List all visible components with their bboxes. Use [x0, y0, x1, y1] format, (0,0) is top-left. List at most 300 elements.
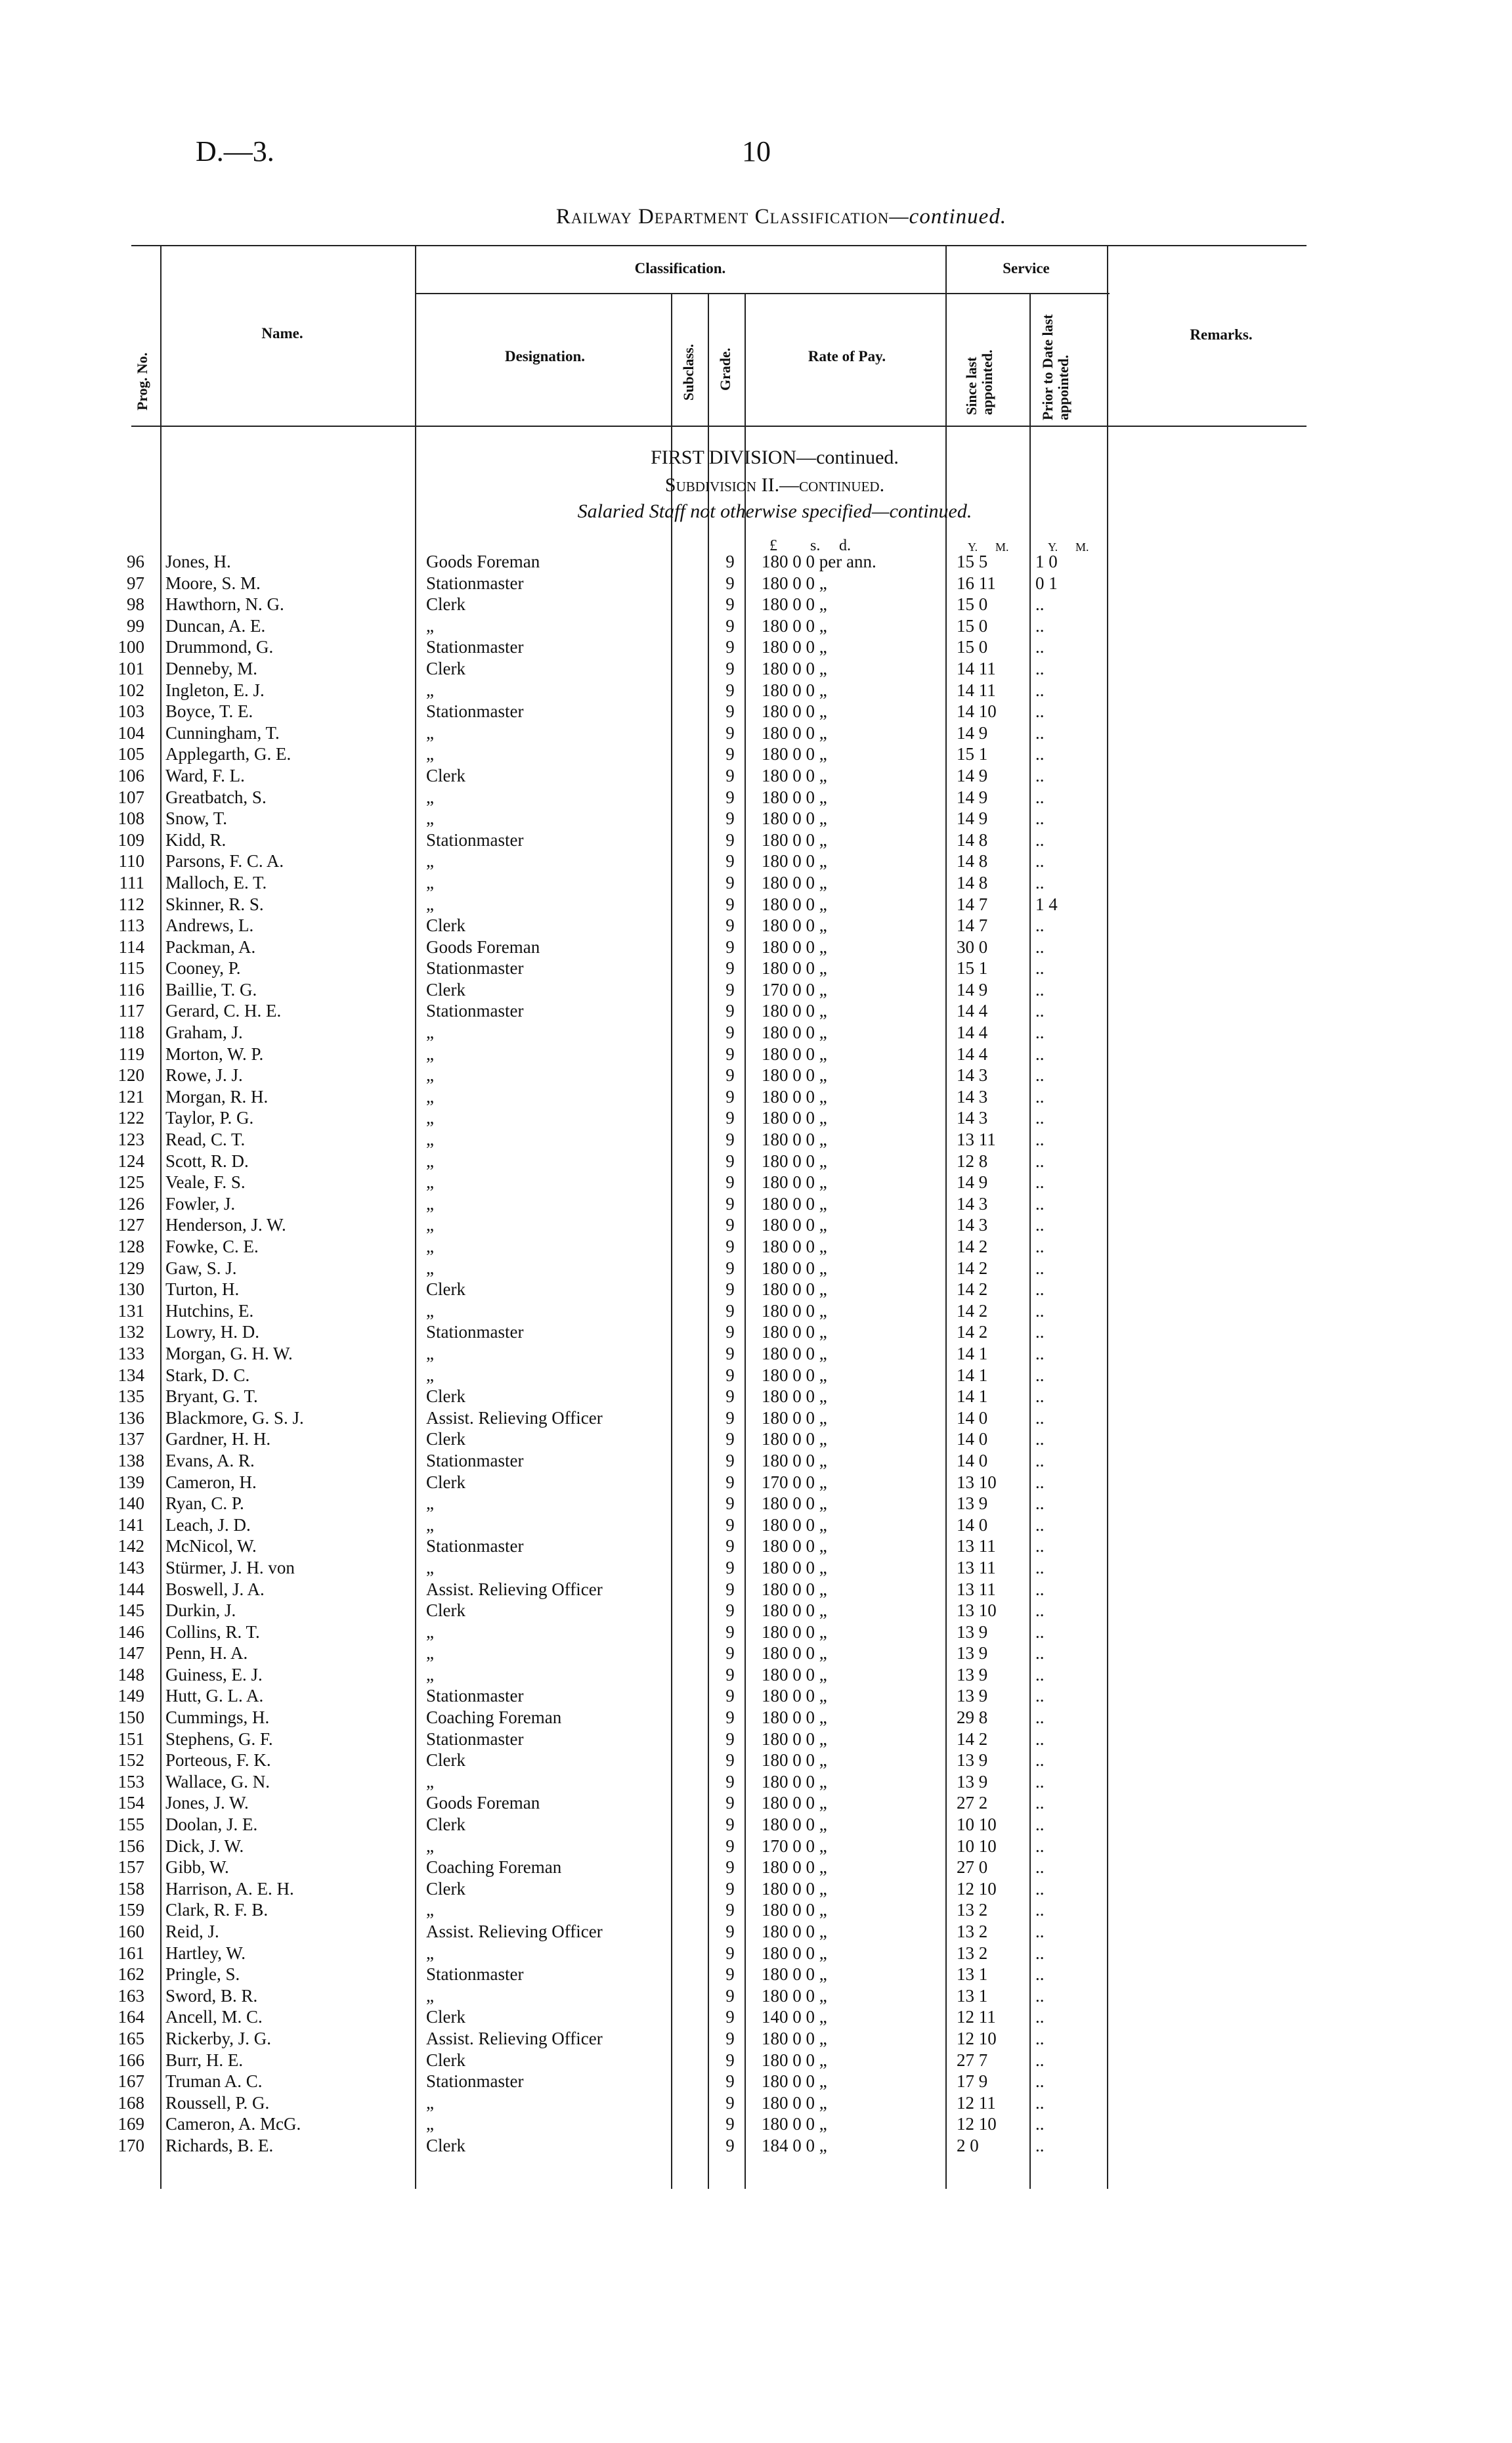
subclass-cell	[674, 1343, 712, 1365]
grade-cell: 9	[725, 1365, 735, 1385]
service-since-cell: 14 9	[957, 1172, 988, 1193]
service-prior-cell: ..	[1035, 1878, 1045, 1899]
designation-cell: „	[426, 1237, 434, 1256]
name-cell: Boyce, T. E.	[165, 701, 253, 722]
col-sep-8	[1107, 245, 1108, 2189]
table-row	[0, 1472, 1104, 1493]
designation-cell: Clerk	[426, 1815, 465, 1835]
table-row	[0, 829, 1104, 851]
name-cell: Leach, J. D.	[165, 1514, 251, 1535]
designation-cell: Clerk	[426, 1878, 465, 1899]
name-cell: Gardner, H. H.	[165, 1429, 271, 1449]
table-row	[0, 1943, 1104, 1964]
name-cell: Morgan, G. H. W.	[165, 1343, 293, 1363]
name-cell: Dick, J. W.	[165, 1836, 244, 1856]
table-row	[0, 1878, 1104, 1900]
since-header: Since last appointed.	[963, 349, 995, 415]
grade-cell: 9	[725, 552, 735, 571]
grade-cell: 9	[725, 1686, 735, 1706]
service-prior-cell: ..	[1035, 1172, 1045, 1193]
designation-cell: „	[426, 1343, 434, 1363]
grade-cell: 9	[725, 1964, 735, 1985]
service-since-cell: 14 9	[957, 808, 988, 829]
service-since-cell: 14 10	[957, 701, 997, 722]
title-suffix: —continued.	[889, 205, 1007, 229]
table-row	[0, 1022, 1104, 1044]
name-cell: Fowler, J.	[165, 1193, 236, 1214]
rate-of-pay-cell: 180 0 0 „	[762, 1964, 827, 1985]
service-prior-cell: ..	[1035, 680, 1045, 700]
prog-no-cell: 165	[118, 2028, 144, 2048]
rate-of-pay-cell: 180 0 0 „	[762, 1086, 827, 1107]
table-row	[0, 1642, 1104, 1664]
grade-cell: 9	[725, 1044, 735, 1064]
designation-cell: Goods Foreman	[426, 552, 540, 571]
service-since-cell: 14 3	[957, 1193, 988, 1214]
subclass-cell	[674, 1878, 712, 1900]
grade-cell: 9	[725, 1536, 735, 1556]
table-row	[0, 1836, 1104, 1857]
subclass-cell	[674, 701, 712, 722]
rate-of-pay-cell: 180 0 0 „	[762, 1215, 827, 1235]
service-since-cell: 14 0	[957, 1407, 988, 1428]
rate-of-pay-cell: 180 0 0 „	[762, 1922, 827, 1941]
subclass-cell	[674, 1022, 712, 1044]
service-since-cell: 14 8	[957, 829, 988, 850]
subclass-cell	[674, 1258, 712, 1279]
prog-no-cell: 97	[127, 573, 144, 593]
subclass-cell	[674, 1193, 712, 1215]
table-row	[0, 2092, 1104, 2114]
grade-cell: 9	[725, 1279, 735, 1300]
service-prior-cell: ..	[1035, 1151, 1045, 1171]
prog-no-cell: 116	[118, 979, 144, 1000]
designation-cell: „	[426, 1151, 434, 1171]
table-row	[0, 1921, 1104, 1943]
table-row	[0, 1236, 1104, 1258]
service-prior-cell: ..	[1035, 594, 1045, 615]
prog-no-cell: 125	[118, 1172, 144, 1193]
table-row	[0, 594, 1104, 615]
service-prior-cell: ..	[1035, 1386, 1045, 1407]
service-since-cell: 13 11	[957, 1130, 996, 1150]
rate-of-pay-cell: 180 0 0 „	[762, 936, 827, 957]
rate-of-pay-cell: 180 0 0 „	[762, 1857, 827, 1878]
rate-of-pay-cell: 140 0 0 „	[762, 2007, 827, 2027]
grade-cell: 9	[725, 1579, 735, 1599]
prog-no-cell: 120	[118, 1065, 144, 1086]
rate-of-pay-cell: 180 0 0 „	[762, 915, 827, 936]
rate-of-pay-cell: 180 0 0 „	[762, 1985, 827, 2006]
prog-no-cell: 141	[118, 1514, 144, 1535]
table-row	[0, 1514, 1104, 1536]
grade-cell: 9	[725, 958, 735, 979]
table-row	[0, 1450, 1104, 1472]
designation-cell: Stationmaster	[426, 1536, 524, 1556]
prog-no-cell: 128	[118, 1237, 144, 1256]
service-since-cell: 14 4	[957, 1001, 988, 1021]
division-heading: FIRST DIVISION—continued.	[651, 447, 899, 468]
service-prior-cell: ..	[1035, 1514, 1045, 1535]
designation-header: Designation.	[504, 348, 586, 364]
designation-cell: „	[426, 680, 434, 700]
grade-cell: 9	[725, 1472, 735, 1492]
subclass-cell	[674, 551, 712, 573]
designation-cell: „	[426, 1771, 434, 1792]
grade-cell: 9	[725, 1493, 735, 1514]
designation-cell: Goods Foreman	[426, 1793, 540, 1813]
grade-cell: 9	[725, 1407, 735, 1428]
service-prior-cell: ..	[1035, 1557, 1045, 1577]
grade-cell: 9	[725, 1322, 735, 1342]
rate-of-pay-cell: 180 0 0 „	[762, 1579, 827, 1599]
service-prior-cell: ..	[1035, 2114, 1045, 2134]
table-row	[0, 2006, 1104, 2028]
service-prior-cell: ..	[1035, 936, 1045, 957]
grade-cell: 9	[725, 829, 735, 850]
subclass-cell	[674, 850, 712, 872]
prog-no-cell: 142	[118, 1536, 144, 1556]
service-prior-cell: ..	[1035, 1836, 1045, 1856]
prog-no-cell: 163	[118, 1985, 144, 2006]
unit-years-prior: Y.	[1048, 540, 1058, 554]
prog-no-cell: 161	[118, 1943, 144, 1963]
subclass-cell	[674, 1472, 712, 1493]
designation-cell: „	[426, 1493, 434, 1514]
grade-cell: 9	[725, 658, 735, 678]
prog-no-cell: 110	[118, 851, 144, 871]
grade-cell: 9	[725, 1750, 735, 1771]
service-since-cell: 13 11	[957, 1557, 996, 1577]
rate-of-pay-cell: 180 0 0 „	[762, 1172, 827, 1193]
service-since-cell: 15 0	[957, 594, 988, 615]
prog-no-cell: 137	[118, 1429, 144, 1449]
subclass-cell	[674, 1000, 712, 1022]
table-row	[0, 1428, 1104, 1450]
designation-cell: Stationmaster	[426, 1450, 524, 1470]
staff-table	[0, 551, 1104, 2157]
subclass-cell	[674, 2092, 712, 2114]
service-prior-cell: ..	[1035, 1857, 1045, 1878]
service-prior-cell: ..	[1035, 1922, 1045, 1941]
rate-of-pay-cell: 180 0 0 „	[762, 1664, 827, 1684]
prog-no-cell: 148	[118, 1664, 144, 1684]
prog-no-cell: 139	[118, 1472, 144, 1492]
service-since-cell: 13 1	[957, 1985, 988, 2006]
grade-cell: 9	[725, 680, 735, 700]
rate-of-pay-cell: 180 0 0 „	[762, 1193, 827, 1214]
service-since-cell: 14 9	[957, 979, 988, 1000]
grade-cell: 9	[725, 1836, 735, 1856]
service-since-cell: 13 10	[957, 1600, 997, 1621]
grade-cell: 9	[725, 1985, 735, 2006]
rate-of-pay-cell: 180 0 0 „	[762, 1065, 827, 1086]
prog-no-cell: 149	[118, 1686, 144, 1706]
designation-cell: „	[426, 1258, 434, 1278]
service-since-cell: 13 10	[957, 1472, 997, 1492]
name-cell: Turton, H.	[165, 1279, 240, 1300]
grade-cell: 9	[725, 894, 735, 914]
prog-no-cell: 146	[118, 1621, 144, 1642]
service-prior-cell: ..	[1035, 765, 1045, 785]
name-cell: Collins, R. T.	[165, 1621, 260, 1642]
rate-of-pay-cell: 180 0 0 „	[762, 1151, 827, 1171]
grade-cell: 9	[725, 1514, 735, 1535]
subclass-cell	[674, 594, 712, 615]
service-since-cell: 27 0	[957, 1857, 988, 1878]
name-cell: Snow, T.	[165, 808, 228, 829]
rate-of-pay-cell: 180 0 0 „	[762, 1130, 827, 1150]
rate-of-pay-cell: 180 0 0 „	[762, 594, 827, 615]
service-prior-cell: ..	[1035, 637, 1045, 657]
designation-cell: Stationmaster	[426, 1322, 524, 1342]
table-row	[0, 1151, 1104, 1172]
service-prior-cell: ..	[1035, 1707, 1045, 1728]
service-since-cell: 15 0	[957, 615, 988, 636]
grade-cell: 9	[725, 637, 735, 657]
subclass-cell	[674, 1044, 712, 1065]
designation-cell: „	[426, 615, 434, 636]
table-row	[0, 1343, 1104, 1365]
subclass-cell	[674, 1407, 712, 1429]
table-row	[0, 957, 1104, 979]
subclass-cell	[674, 915, 712, 936]
service-prior-cell: ..	[1035, 2071, 1045, 2092]
table-row	[0, 1407, 1104, 1429]
designation-cell: „	[426, 851, 434, 871]
subclass-cell	[674, 1321, 712, 1343]
table-row	[0, 1728, 1104, 1750]
rate-of-pay-cell: 180 0 0 „	[762, 1750, 827, 1771]
service-prior-cell: ..	[1035, 744, 1045, 764]
service-since-cell: 13 11	[957, 1536, 996, 1556]
subclass-cell	[674, 1792, 712, 1814]
table-row	[0, 743, 1104, 765]
designation-cell: Assist. Relieving Officer	[426, 1407, 603, 1428]
service-since-cell: 13 9	[957, 1686, 988, 1706]
subclass-cell	[674, 2028, 712, 2050]
designation-cell: Clerk	[426, 915, 465, 936]
grade-cell: 9	[725, 2050, 735, 2070]
service-prior-cell: ..	[1035, 1193, 1045, 1214]
service-header: Service	[1003, 260, 1050, 276]
prog-no-cell: 96	[127, 552, 144, 571]
table-row	[0, 1044, 1104, 1065]
rate-of-pay-cell: 170 0 0 „	[762, 979, 827, 1000]
subclass-cell	[674, 957, 712, 979]
service-since-cell: 14 2	[957, 1237, 988, 1256]
service-since-cell: 13 9	[957, 1771, 988, 1792]
service-since-cell: 14 7	[957, 894, 988, 914]
subclass-cell	[674, 1428, 712, 1450]
prog-no-cell: 134	[118, 1365, 144, 1385]
table-row	[0, 2113, 1104, 2135]
prog-no-cell: 130	[118, 1279, 144, 1300]
grade-cell: 9	[725, 1193, 735, 1214]
table-row	[0, 551, 1104, 573]
grade-cell: 9	[725, 1943, 735, 1963]
grade-cell: 9	[725, 1707, 735, 1728]
service-since-cell: 14 8	[957, 851, 988, 871]
prog-no-cell: 136	[118, 1407, 144, 1428]
subclass-cell	[674, 680, 712, 701]
service-prior-cell: ..	[1035, 1108, 1045, 1128]
subdivision-heading: Subdivision II.—continued.	[664, 474, 885, 496]
subclass-cell	[674, 1129, 712, 1151]
service-since-cell: 15 0	[957, 637, 988, 657]
name-cell: Burr, H. E.	[165, 2050, 244, 2070]
table-row	[0, 1258, 1104, 1279]
designation-cell: „	[426, 1643, 434, 1663]
prog-no-cell: 144	[118, 1579, 144, 1599]
service-since-cell: 14 7	[957, 915, 988, 936]
subclass-cell	[674, 1964, 712, 1985]
name-cell: Read, C. T.	[165, 1130, 246, 1150]
designation-cell: „	[426, 808, 434, 829]
grade-cell: 9	[725, 1237, 735, 1256]
table-row	[0, 1386, 1104, 1407]
page-number: 10	[742, 135, 771, 167]
name-cell: Hutt, G. L. A.	[165, 1686, 264, 1706]
table-row	[0, 1685, 1104, 1707]
service-prior-cell: ..	[1035, 1964, 1045, 1985]
subclass-cell	[674, 722, 712, 744]
service-prior-cell: ..	[1035, 1472, 1045, 1492]
service-since-cell: 15 1	[957, 958, 988, 979]
prog-no-cell: 106	[118, 765, 144, 785]
service-prior-cell: ..	[1035, 1621, 1045, 1642]
service-prior-cell: ..	[1035, 1407, 1045, 1428]
subclass-cell	[674, 1107, 712, 1129]
service-prior-cell: ..	[1035, 1365, 1045, 1385]
prog-no-cell: 140	[118, 1493, 144, 1514]
table-row	[0, 1621, 1104, 1643]
grade-cell: 9	[725, 808, 735, 829]
grade-cell: 9	[725, 1815, 735, 1835]
grade-cell: 9	[725, 2135, 735, 2155]
rate-of-pay-cell: 180 0 0 „	[762, 872, 827, 892]
grade-cell: 9	[725, 722, 735, 743]
prog-no-cell: 121	[118, 1086, 144, 1107]
designation-cell: „	[426, 1023, 434, 1043]
designation-cell: „	[426, 1172, 434, 1193]
table-row	[0, 722, 1104, 744]
rate-of-pay-cell: 180 0 0 „	[762, 1258, 827, 1278]
grade-cell: 9	[725, 1258, 735, 1278]
service-since-cell: 12 11	[957, 2092, 996, 2113]
subclass-cell	[674, 2113, 712, 2135]
table-row	[0, 1600, 1104, 1621]
grade-cell: 9	[725, 1643, 735, 1663]
name-cell: Parsons, F. C. A.	[165, 851, 284, 871]
rate-of-pay-cell: 180 0 0 „	[762, 680, 827, 700]
designation-cell: Clerk	[426, 1386, 465, 1407]
rate-of-pay-cell: 170 0 0 „	[762, 1836, 827, 1856]
subclass-cell	[674, 1600, 712, 1621]
rate-of-pay-cell: 180 0 0 „	[762, 1707, 827, 1728]
prog-no-cell: 153	[118, 1771, 144, 1792]
table-row	[0, 1771, 1104, 1793]
prog-no-cell: 105	[118, 744, 144, 764]
service-since-cell: 14 11	[957, 658, 996, 678]
prog-no-cell: 113	[118, 915, 144, 936]
subclass-cell	[674, 1750, 712, 1771]
name-cell: Truman A. C.	[165, 2071, 263, 2092]
service-prior-cell: ..	[1035, 1943, 1045, 1963]
name-cell: Boswell, J. A.	[165, 1579, 265, 1599]
prog-no-cell: 119	[118, 1044, 144, 1064]
service-since-cell: 14 2	[957, 1258, 988, 1278]
name-cell: Clark, R. F. B.	[165, 1900, 269, 1920]
grade-cell: 9	[725, 1343, 735, 1363]
rate-of-pay-cell: 180 0 0 „	[762, 1514, 827, 1535]
subclass-cell	[674, 1642, 712, 1664]
rate-of-pay-cell: 180 0 0 „	[762, 722, 827, 743]
prog-no-cell: 166	[118, 2050, 144, 2070]
name-cell: Duncan, A. E.	[165, 615, 266, 636]
rate-of-pay-cell: 180 0 0 „	[762, 1600, 827, 1621]
designation-cell: „	[426, 1044, 434, 1064]
subclass-cell	[674, 1300, 712, 1322]
name-cell: Taylor, P. G.	[165, 1108, 254, 1128]
service-prior-cell: ..	[1035, 1815, 1045, 1835]
service-since-cell: 12 8	[957, 1151, 988, 1171]
prog-no-cell: 123	[118, 1130, 144, 1150]
service-prior-cell: ..	[1035, 2050, 1045, 2070]
service-prior-cell: 1 4	[1035, 894, 1058, 914]
service-since-cell: 14 0	[957, 1514, 988, 1535]
name-cell: Ryan, C. P.	[165, 1493, 244, 1514]
subclass-cell	[674, 1214, 712, 1236]
service-since-cell: 10 10	[957, 1836, 997, 1856]
prog-no-cell: 133	[118, 1343, 144, 1363]
unit-months-prior: M.	[1075, 540, 1089, 554]
designation-cell: „	[426, 787, 434, 807]
designation-cell: „	[426, 2114, 434, 2134]
name-cell: Cummings, H.	[165, 1707, 270, 1728]
name-cell: Fowke, C. E.	[165, 1237, 259, 1256]
rate-of-pay-cell: 180 0 0 „	[762, 1943, 827, 1963]
service-prior-cell: ..	[1035, 1493, 1045, 1514]
name-cell: Cameron, A. McG.	[165, 2114, 301, 2134]
designation-cell: Assist. Relieving Officer	[426, 1922, 603, 1941]
service-since-cell: 29 8	[957, 1707, 988, 1728]
grade-cell: 9	[725, 2007, 735, 2027]
remarks-header: Remarks.	[1190, 326, 1253, 343]
page-title	[420, 205, 1142, 229]
service-prior-cell: ..	[1035, 808, 1045, 829]
rate-of-pay-cell: 180 0 0 „	[762, 1450, 827, 1470]
designation-cell: „	[426, 1108, 434, 1128]
designation-cell: „	[426, 722, 434, 743]
table-row	[0, 573, 1104, 594]
service-since-cell: 13 2	[957, 1943, 988, 1963]
header-top-rule	[131, 245, 1307, 246]
service-since-cell: 27 2	[957, 1793, 988, 1813]
prog-no-cell: 135	[118, 1386, 144, 1407]
designation-cell: „	[426, 1193, 434, 1214]
service-prior-cell: ..	[1035, 1065, 1045, 1086]
unit-months-since: M.	[995, 540, 1009, 554]
table-row	[0, 2135, 1104, 2157]
service-prior-cell: ..	[1035, 1793, 1045, 1813]
table-row	[0, 1985, 1104, 2007]
subclass-cell	[674, 1514, 712, 1536]
unit-shillings: s.	[810, 537, 821, 554]
service-since-cell: 12 10	[957, 2114, 997, 2134]
table-row	[0, 1279, 1104, 1300]
prog-no-cell: 112	[118, 894, 144, 914]
